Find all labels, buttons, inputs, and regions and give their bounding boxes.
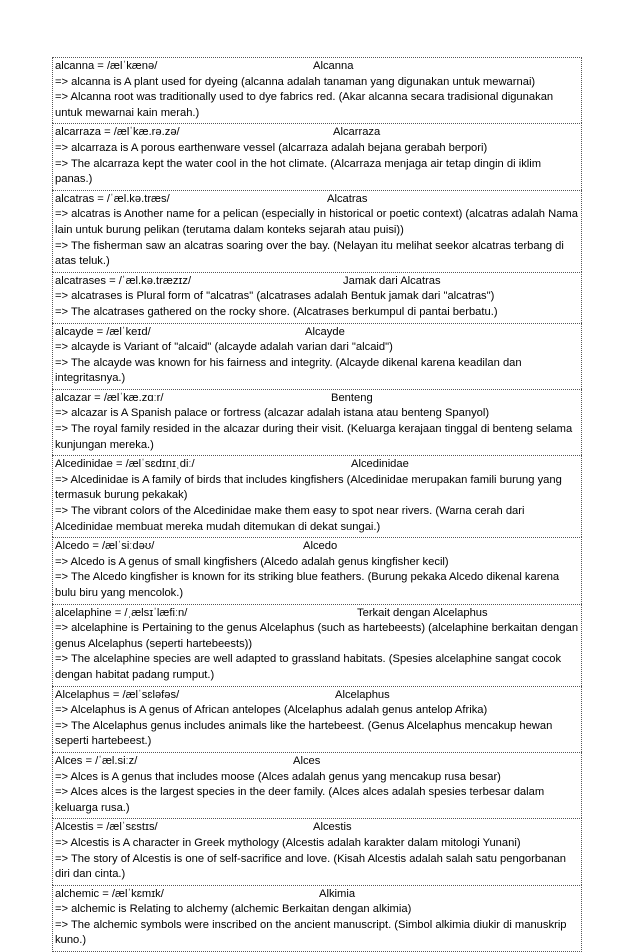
example-sentence: => The alcayde was known for his fairness and integrity. (Alcayde dikenal karena keadilan dan integritasnya.) xyxy=(55,356,522,385)
translation: Alcatras xyxy=(327,192,368,205)
definition: => alcatrases is Plural form of "alcatras" (alcatrases adalah Bentuk jamak dari "alcatras") xyxy=(55,290,495,303)
definition: => Alcedo is A genus of small kingfishers (Alcedo adalah genus kingfisher kecil) xyxy=(55,555,449,568)
headword: alcarraza = /ælˈkæ.rə.zə/ xyxy=(55,126,180,139)
headword: alcazar = /ælˈkæ.zɑːr/ xyxy=(55,391,164,404)
translation: Terkait dengan Alcelaphus xyxy=(357,606,488,619)
example-sentence: => The royal family resided in the alcazar during their visit. (Keluarga kerajaan tinggal di benteng selama kunjungan mereka.) xyxy=(55,423,573,451)
dictionary-entries xyxy=(52,57,582,952)
entry-header xyxy=(55,887,580,903)
translation: Alcedo xyxy=(303,540,338,553)
entry-header xyxy=(55,754,580,770)
example-sentence: => Alcanna root was traditionally used to dye fabrics red. (Akar alcanna secara tradisional digunakan untuk mewarnai kain merah.) xyxy=(55,91,554,119)
dictionary-entry xyxy=(52,686,582,752)
entry-header xyxy=(55,457,580,473)
dictionary-entry xyxy=(52,604,582,686)
headword: alcayde = /ælˈkeɪd/ xyxy=(55,325,151,338)
definition: => alcayde is Variant of "alcaid" (alcayde adalah varian dari "alcaid") xyxy=(55,341,393,354)
example-sentence: => The alcelaphine species are well adapted to grassland habitats. (Spesies alcelaphine sangat cocok dengan habitat padang rumput.) xyxy=(55,653,562,681)
dictionary-entry xyxy=(52,389,582,455)
definition: => alcanna is A plant used for dyeing (alcanna adalah tanaman yang digunakan untuk mewarnai) xyxy=(55,75,536,88)
translation: Alcanna xyxy=(313,60,354,72)
translation: Benteng xyxy=(331,391,373,404)
example-sentence: => The story of Alcestis is one of self-sacrifice and love. (Kisah Alcestis adalah salah satu pengorbanan diri dan cinta.) xyxy=(55,852,566,881)
dictionary-entry xyxy=(52,190,582,272)
example-sentence: => The Alcelaphus genus includes animals like the hartebeest. (Genus Alcelaphus mencakup hewan seperti hartebeest.) xyxy=(55,719,553,748)
example-sentence: => The fisherman saw an alcatras soaring over the bay. (Nelayan itu melihat seekor alcatras terbang di atas teluk.) xyxy=(55,239,564,268)
dictionary-entry xyxy=(52,272,582,323)
entry-header xyxy=(55,391,580,407)
translation: Alces xyxy=(293,754,321,767)
definition: => alcelaphine is Pertaining to the genus Alcelaphus (such as hartebeests) (alcelaphine berkaitan dengan genus Alcelaphus (seperti hartebeests)) xyxy=(55,622,579,650)
dictionary-entry xyxy=(52,818,582,884)
dictionary-entry xyxy=(52,323,582,389)
definition: => alcazar is A Spanish palace or fortress (alcazar adalah istana atau benteng Spanyol) xyxy=(55,407,490,420)
example-sentence: => Alces alces is the largest species in the deer family. (Alces alces adalah spesies terbesar dalam keluarga rusa.) xyxy=(55,786,545,814)
translation: Alcayde xyxy=(305,325,345,338)
dictionary-entry xyxy=(52,455,582,537)
headword: alcanna = /ælˈkænə/ xyxy=(55,60,158,72)
example-sentence: => The vibrant colors of the Alcedinidae make them easy to spot near rivers. (Warna cerah dari Alcedinidae membuat mereka mudah ditemukan di dekat sungai.) xyxy=(55,505,525,533)
definition: => alchemic is Relating to alchemy (alchemic Berkaitan dengan alkimia) xyxy=(55,903,412,916)
headword: Alces = /ˈæl.siːz/ xyxy=(55,754,138,767)
definition: => Alces is A genus that includes moose (Alces adalah genus yang mencakup rusa besar) xyxy=(55,770,501,783)
definition: => Alcestis is A character in Greek mythology (Alcestis adalah karakter dalam mitologi Yunani) xyxy=(55,836,521,849)
dictionary-entry xyxy=(52,57,582,123)
headword: Alcedo = /ælˈsiːdəʊ/ xyxy=(55,540,155,553)
example-sentence: => The alcarraza kept the water cool in the hot climate. (Alcarraza menjaga air tetap dingin di iklim panas.) xyxy=(55,157,542,186)
translation: Alcestis xyxy=(313,821,352,834)
entry-header xyxy=(55,192,580,208)
entry-header xyxy=(55,539,580,555)
entry-header xyxy=(55,59,580,75)
dictionary-entry xyxy=(52,885,582,952)
definition: => Alcelaphus is A genus of African antelopes (Alcelaphus adalah genus antelop Afrika) xyxy=(55,704,488,717)
definition: => alcarraza is A porous earthenware vessel (alcarraza adalah bejana gerabah berpori) xyxy=(55,141,488,154)
example-sentence: => The Alcedo kingfisher is known for its striking blue feathers. (Burung pekaka Alcedo dikenal karena bulu biru yang mencolok.) xyxy=(55,571,560,599)
entry-header xyxy=(55,325,580,341)
definition: => alcatras is Another name for a pelican (especially in historical or poetic context) (alcatras adalah Nama lain untuk burung pelikan (terutama dalam konteks sejarah atau puisi)) xyxy=(55,208,578,236)
entry-header xyxy=(55,688,580,704)
headword: alchemic = /ælˈkɛmɪk/ xyxy=(55,887,164,900)
dictionary-entry xyxy=(52,752,582,818)
entry-header xyxy=(55,125,580,141)
translation: Alcarraza xyxy=(333,126,381,139)
entry-header xyxy=(55,820,580,836)
example-sentence: => The alchemic symbols were inscribed on the ancient manuscript. (Simbol alkimia diukir di manuskrip kuno.) xyxy=(55,918,567,947)
headword: Alcestis = /ælˈsɛstɪs/ xyxy=(55,821,158,834)
dictionary-entry xyxy=(52,537,582,603)
translation: Alcelaphus xyxy=(335,688,390,701)
entry-header xyxy=(55,606,580,622)
headword: alcelaphine = /ˌælsɪˈlæfiːn/ xyxy=(55,606,188,619)
dictionary-entry xyxy=(52,123,582,189)
headword: alcatrases = /ˈæl.kə.træzɪz/ xyxy=(55,274,192,287)
entry-header xyxy=(55,274,580,290)
headword: alcatras = /ˈæl.kə.træs/ xyxy=(55,192,170,205)
translation: Jamak dari Alcatras xyxy=(343,274,441,287)
example-sentence: => The alcatrases gathered on the rocky shore. (Alcatrases berkumpul di pantai berbatu.) xyxy=(55,305,498,318)
translation: Alcedinidae xyxy=(351,458,409,471)
translation: Alkimia xyxy=(319,887,356,900)
definition: => Alcedinidae is A family of birds that includes kingfishers (Alcedinidae merupakan famili burung yang termasuk burung pekakak) xyxy=(55,473,562,502)
headword: Alcedinidae = /ælˈsɛdɪnɪˌdiː/ xyxy=(55,458,195,471)
headword: Alcelaphus = /ælˈsɛləfəs/ xyxy=(55,688,180,701)
